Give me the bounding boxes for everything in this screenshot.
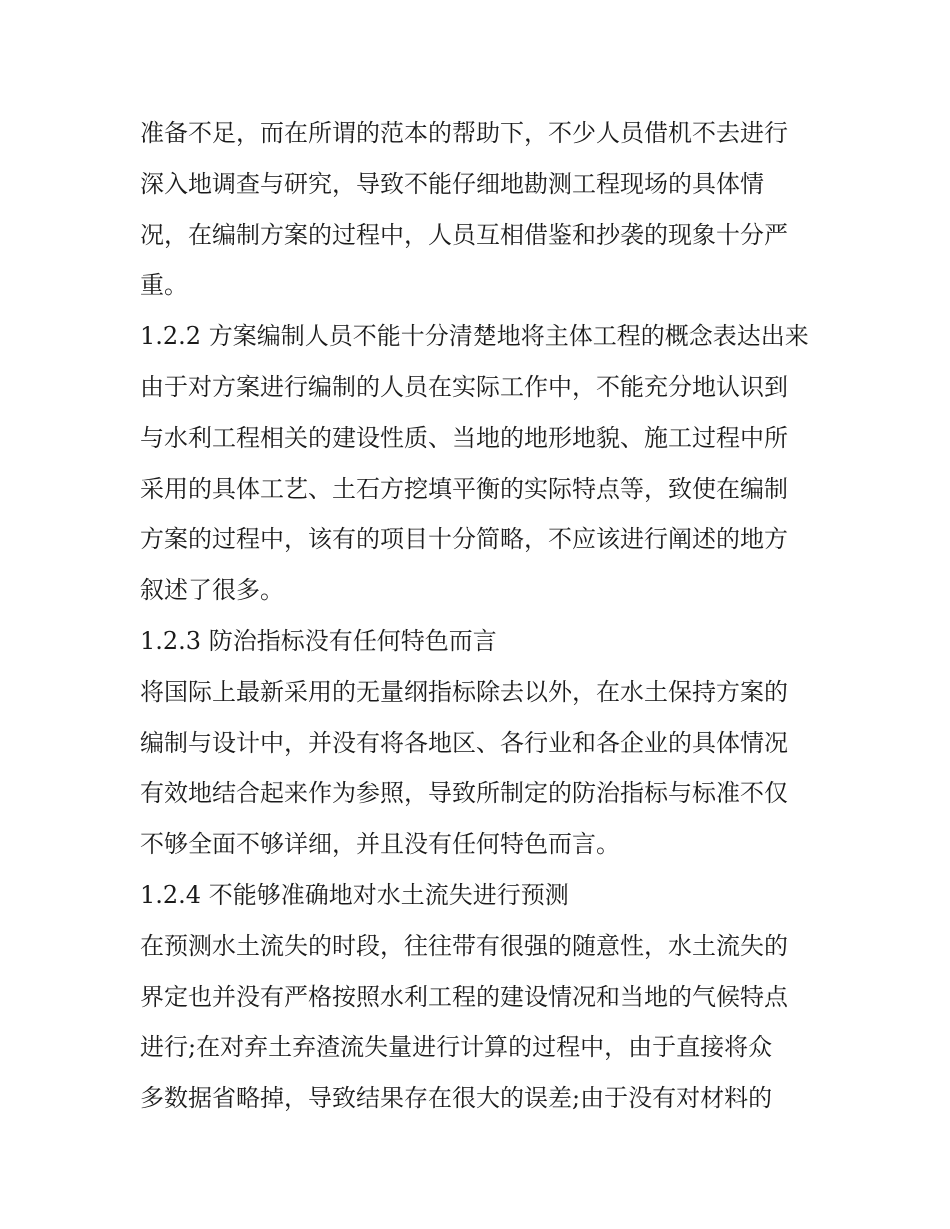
- text-line: 不够全面不够详细，并且没有任何特色而言。: [140, 830, 620, 859]
- text-line: 有效地结合起来作为参照，导致所制定的防治指标与标准不仅: [140, 779, 788, 808]
- text-line: 将国际上最新采用的无量纲指标除去以外，在水土保持方案的: [140, 677, 788, 706]
- text-line: 叙述了很多。: [140, 576, 284, 605]
- text-line: 准备不足，而在所谓的范本的帮助下，不少人员借机不去进行: [140, 119, 788, 147]
- body-text: [140, 108, 820, 1124]
- text-line: 界定也并没有严格按照水利工程的建设情况和当地的气候特点: [140, 982, 788, 1011]
- text-line: 重。: [140, 271, 188, 300]
- text-line: 与水利工程相关的建设性质、当地的地形地貌、施工过程中所: [140, 423, 788, 452]
- section-heading-1-2-3: 1.2.3 防治指标没有任何特色而言: [140, 626, 497, 655]
- section-heading-1-2-2: 1.2.2 方案编制人员不能十分清楚地将主体工程的概念表达出来: [140, 322, 809, 351]
- section-heading-1-2-4: 1.2.4 不能够准确地对水土流失进行预测: [140, 880, 569, 909]
- text-line: 进行;在对弃土弃渣流失量进行计算的过程中，由于直接将众: [140, 1033, 773, 1062]
- text-line: 在预测水土流失的时段，往往带有很强的随意性，水土流失的: [140, 931, 788, 960]
- text-line: 况，在编制方案的过程中，人员互相借鉴和抄袭的现象十分严: [140, 220, 788, 249]
- text-line: 方案的过程中，该有的项目十分简略，不应该进行阐述的地方: [140, 525, 788, 554]
- text-line: 采用的具体工艺、土石方挖填平衡的实际特点等，致使在编制: [140, 474, 788, 503]
- text-line: 多数据省略掉，导致结果存在很大的误差;由于没有对材料的: [140, 1084, 773, 1113]
- text-line: 由于对方案进行编制的人员在实际工作中，不能充分地认识到: [140, 372, 788, 401]
- text-line: 深入地调查与研究，导致不能仔细地勘测工程现场的具体情: [140, 169, 764, 198]
- text-line: 编制与设计中，并没有将各地区、各行业和各企业的具体情况: [140, 728, 788, 757]
